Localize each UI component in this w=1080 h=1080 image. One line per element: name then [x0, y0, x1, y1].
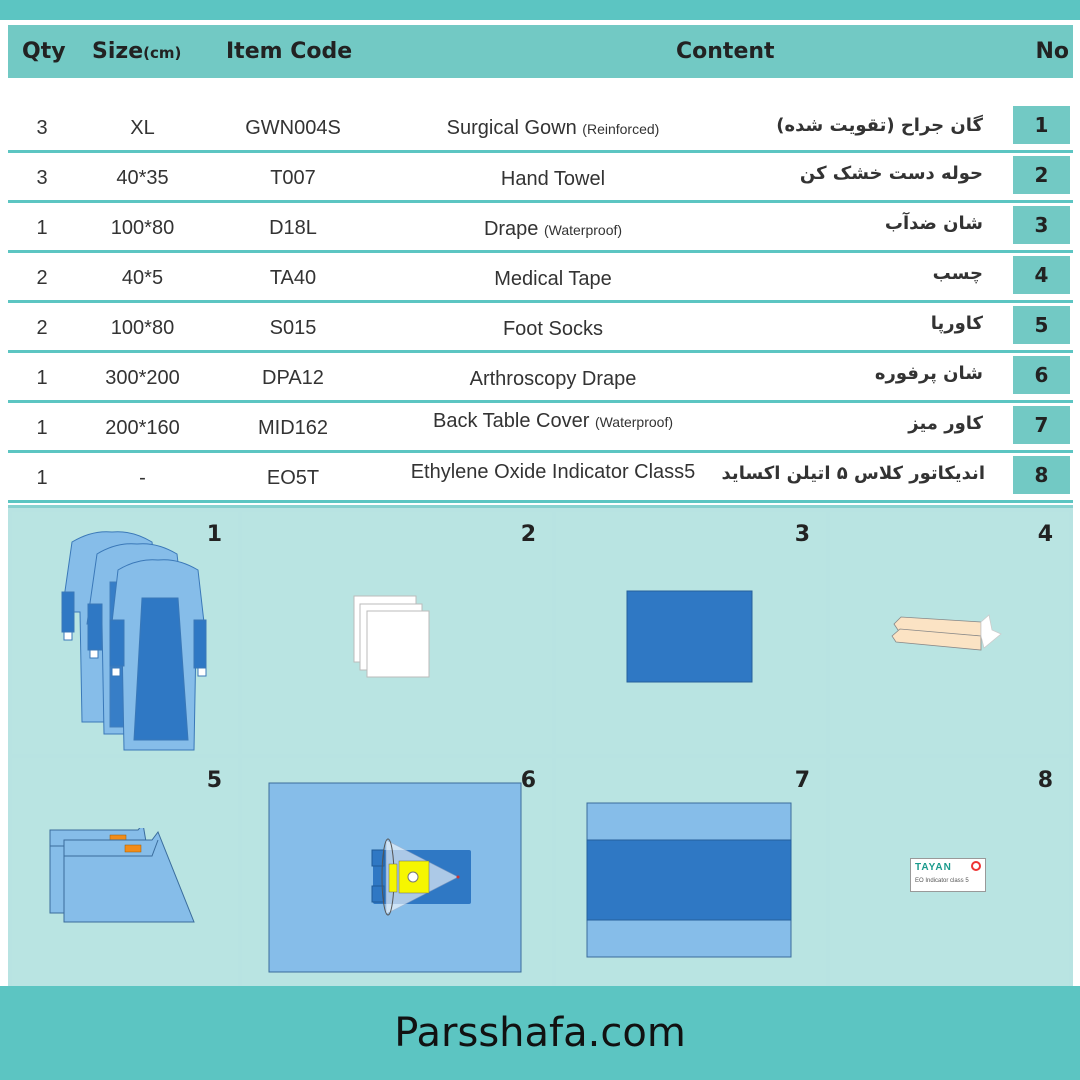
medical-tape-icon: [886, 612, 1006, 652]
table-row: [8, 353, 1073, 403]
qty-cell: 1: [36, 367, 48, 389]
table-row: [8, 103, 1073, 153]
content-en-cell: [378, 318, 728, 341]
no-badge: 4: [1013, 256, 1070, 294]
eo-indicator-icon: [910, 858, 986, 892]
content-en: Ethylene Oxide Indicator Class5: [410, 461, 696, 483]
header-size-label: Size: [92, 39, 144, 64]
table-row: [8, 253, 1073, 303]
content-en: Hand Towel: [500, 168, 606, 190]
code-cell: D18L: [269, 217, 317, 239]
header-size: [92, 39, 181, 64]
top-band: [0, 0, 1080, 20]
foot-socks-icon: [48, 828, 198, 928]
size-cell: 40*35: [116, 167, 169, 189]
back-table-cover-icon: [586, 802, 794, 960]
header-item-code: Item Code: [226, 39, 353, 64]
footer: [0, 986, 1080, 1080]
content-fa-cell: چسب: [932, 263, 983, 284]
content-en-cell: [378, 117, 728, 140]
table-row: [8, 303, 1073, 353]
code-cell: MID162: [257, 417, 329, 439]
tile-foot-socks: [12, 758, 238, 990]
tile-number: 8: [1037, 768, 1053, 793]
content-fa-cell: کاور میز: [908, 413, 983, 434]
qty-cell: 1: [36, 417, 48, 439]
content-en-cell: [378, 268, 728, 291]
drape-icon: [626, 590, 754, 684]
tile-back-table-cover: [556, 758, 826, 990]
content-fa-cell: شان پرفوره: [874, 363, 983, 384]
size-cell: XL: [130, 117, 155, 139]
tile-number: 6: [520, 768, 536, 793]
website-link[interactable]: Parsshafa.com: [394, 1010, 686, 1056]
no-badge: 7: [1013, 406, 1070, 444]
size-cell: 300*200: [105, 367, 180, 389]
tile-number: 3: [794, 522, 810, 547]
content-note: (Reinforced): [582, 121, 660, 137]
content-fa-cell: اندیکاتور کلاس ۵ اتیلن اکساید: [721, 463, 985, 484]
code-cell: DPA12: [262, 367, 324, 389]
qty-cell: 2: [36, 317, 48, 339]
size-cell: -: [139, 467, 146, 489]
tile-number: 5: [206, 768, 222, 793]
code-cell: TA40: [269, 267, 317, 289]
no-badge: 5: [1013, 306, 1070, 344]
qty-cell: 3: [36, 167, 48, 189]
content-en-cell: [378, 168, 728, 191]
tile-hand-towel: [242, 512, 552, 754]
tile-number: 2: [520, 522, 536, 547]
table-row: [8, 403, 1073, 453]
code-cell: S015: [269, 317, 317, 339]
no-badge: 1: [1013, 106, 1070, 144]
no-badge: 8: [1013, 456, 1070, 494]
content-en: Drape: [483, 218, 539, 240]
no-badge: 2: [1013, 156, 1070, 194]
header-qty: Qty: [22, 39, 66, 64]
content-en-cell: [378, 368, 728, 391]
tile-drape: [556, 512, 826, 754]
content-fa-cell: گان جراح (تقویت شده): [776, 115, 983, 136]
qty-cell: 1: [36, 217, 48, 239]
table-row: [8, 453, 1073, 503]
content-fa-cell: کاورپا: [930, 313, 983, 334]
content-en: Back Table Cover: [432, 410, 590, 432]
tile-surgical-gown: [12, 512, 238, 754]
tile-eo-indicator: [830, 758, 1069, 990]
table-header: [8, 25, 1073, 78]
content-note: (Waterproof): [543, 222, 623, 238]
size-cell: 200*160: [105, 417, 180, 439]
tile-medical-tape: [830, 512, 1069, 754]
no-badge: 3: [1013, 206, 1070, 244]
content-en: Foot Socks: [502, 318, 604, 340]
indicator-brand: TAYAN: [915, 862, 952, 873]
hand-towel-icon: [352, 594, 442, 684]
code-cell: T007: [270, 167, 316, 189]
indicator-text: EO Indicator class 5: [915, 878, 969, 884]
code-cell: GWN004S: [245, 117, 341, 139]
target-icon: [971, 861, 981, 871]
surgical-gown-icon: [42, 522, 212, 752]
header-no: No: [1035, 39, 1069, 64]
qty-cell: 1: [36, 467, 48, 489]
no-badge: 6: [1013, 356, 1070, 394]
content-note: (Waterproof): [594, 414, 673, 430]
arthroscopy-drape-icon: [268, 782, 524, 974]
content-fa-cell: شان ضدآب: [884, 213, 983, 234]
code-cell: EO5T: [266, 467, 320, 489]
qty-cell: 3: [36, 117, 48, 139]
tile-arthroscopy-drape: [242, 758, 552, 990]
content-fa-cell: حوله دست خشک کن: [799, 163, 983, 184]
header-content: Content: [676, 39, 775, 64]
content-en-cell: [378, 461, 728, 484]
qty-cell: 2: [36, 267, 48, 289]
content-en-cell: [378, 410, 728, 433]
content-en: Medical Tape: [494, 268, 612, 290]
content-en: Surgical Gown: [446, 117, 577, 139]
tile-number: 7: [794, 768, 810, 793]
size-cell: 100*80: [110, 217, 175, 239]
table-row: [8, 203, 1073, 253]
tile-number: 4: [1037, 522, 1053, 547]
header-size-unit: (cm): [143, 44, 182, 62]
size-cell: 40*5: [121, 267, 164, 289]
item-image-grid: [8, 505, 1073, 993]
size-cell: 100*80: [110, 317, 175, 339]
tile-number: 1: [206, 522, 222, 547]
content-en: Arthroscopy Drape: [469, 368, 637, 390]
content-en-cell: [378, 218, 728, 241]
table-row: [8, 153, 1073, 203]
